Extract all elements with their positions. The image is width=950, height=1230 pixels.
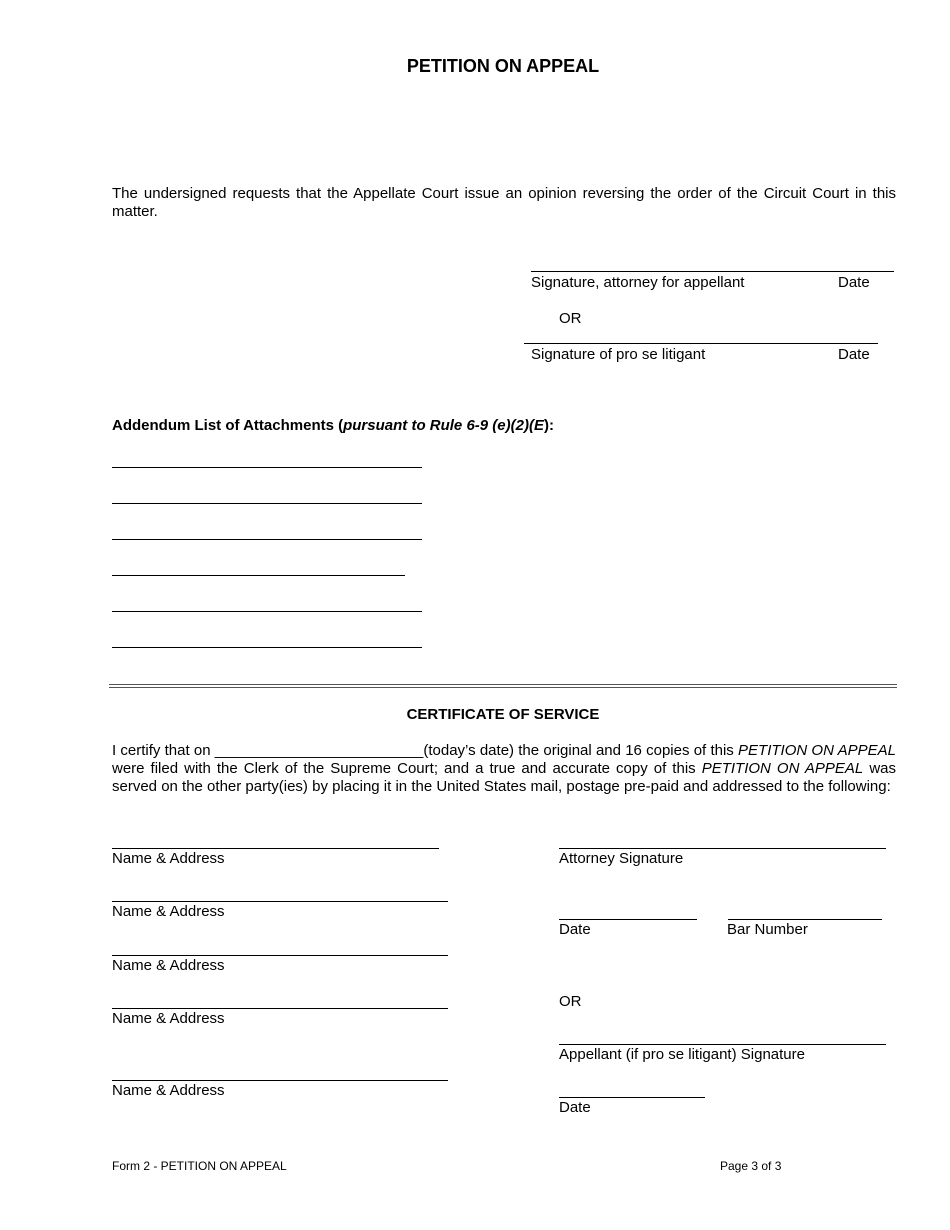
- attachment-line[interactable]: [112, 611, 422, 612]
- attachment-line[interactable]: [112, 503, 422, 504]
- certificate-italic-2: PETITION ON APPEAL: [701, 760, 864, 777]
- attachments-heading-suffix: ):: [543, 417, 554, 434]
- date-line[interactable]: [559, 919, 697, 920]
- attorney-date-label: Date: [838, 274, 870, 291]
- or-label: OR: [559, 310, 582, 327]
- name-address-label: Name & Address: [112, 903, 225, 920]
- name-address-line[interactable]: [112, 901, 448, 902]
- name-address-label: Name & Address: [112, 1082, 225, 1099]
- page-title: PETITION ON APPEAL: [406, 56, 600, 76]
- date-label: Date: [559, 921, 591, 938]
- certificate-heading: CERTIFICATE OF SERVICE: [406, 706, 600, 723]
- attachment-line[interactable]: [112, 539, 422, 540]
- certificate-text-1: I certify that on _________________________(today’s date) the original and 16 copies of this: [112, 742, 739, 759]
- certificate-text-3: was served on the other party(ies) by placing it in the United States mail, postage pre-paid and addressed to the following:: [112, 760, 897, 795]
- attachments-heading: [112, 417, 554, 434]
- section-divider: [109, 684, 897, 688]
- footer-page-number: Page 3 of 3: [720, 1159, 782, 1173]
- name-address-line[interactable]: [112, 848, 439, 849]
- pro-se-signature-label: Signature of pro se litigant: [531, 346, 706, 363]
- date-line-2[interactable]: [559, 1097, 705, 1098]
- name-address-line[interactable]: [112, 1080, 448, 1081]
- name-address-label: Name & Address: [112, 1010, 225, 1027]
- attachments-heading-prefix: Addendum List of Attachments (: [112, 417, 344, 434]
- attachment-line[interactable]: [112, 467, 422, 468]
- attachment-line[interactable]: [112, 575, 405, 576]
- footer-form-label: Form 2 - PETITION ON APPEAL: [112, 1159, 287, 1173]
- attorney-signature-label: Signature, attorney for appellant: [531, 274, 745, 291]
- appellant-signature-label: Appellant (if pro se litigant) Signature: [559, 1046, 805, 1063]
- name-address-label: Name & Address: [112, 957, 225, 974]
- bar-number-line[interactable]: [728, 919, 882, 920]
- appellant-signature-line[interactable]: [559, 1044, 886, 1045]
- certificate-paragraph: [112, 742, 896, 796]
- attachment-line[interactable]: [112, 647, 422, 648]
- name-address-line[interactable]: [112, 955, 448, 956]
- certificate-text-2: were filed with the Clerk of the Supreme Court; and a true and accurate copy of this: [112, 760, 702, 777]
- attorney-signature-label-2: Attorney Signature: [559, 850, 684, 867]
- request-paragraph: The undersigned requests that the Appellate Court issue an opinion reversing the order of the Circuit Court in this matter.: [112, 185, 896, 220]
- pro-se-signature-line[interactable]: [524, 343, 878, 344]
- pro-se-date-label: Date: [838, 346, 870, 363]
- certificate-italic-1: PETITION ON APPEAL: [738, 742, 896, 759]
- attachments-heading-rule: pursuant to Rule 6-9 (e)(2)(E: [343, 417, 544, 434]
- date-label-2: Date: [559, 1099, 591, 1116]
- or-label-2: OR: [559, 993, 582, 1010]
- bar-number-label: Bar Number: [727, 921, 808, 938]
- attorney-signature-line[interactable]: [531, 271, 894, 272]
- name-address-label: Name & Address: [112, 850, 225, 867]
- attorney-signature-line-2[interactable]: [559, 848, 886, 849]
- name-address-line[interactable]: [112, 1008, 448, 1009]
